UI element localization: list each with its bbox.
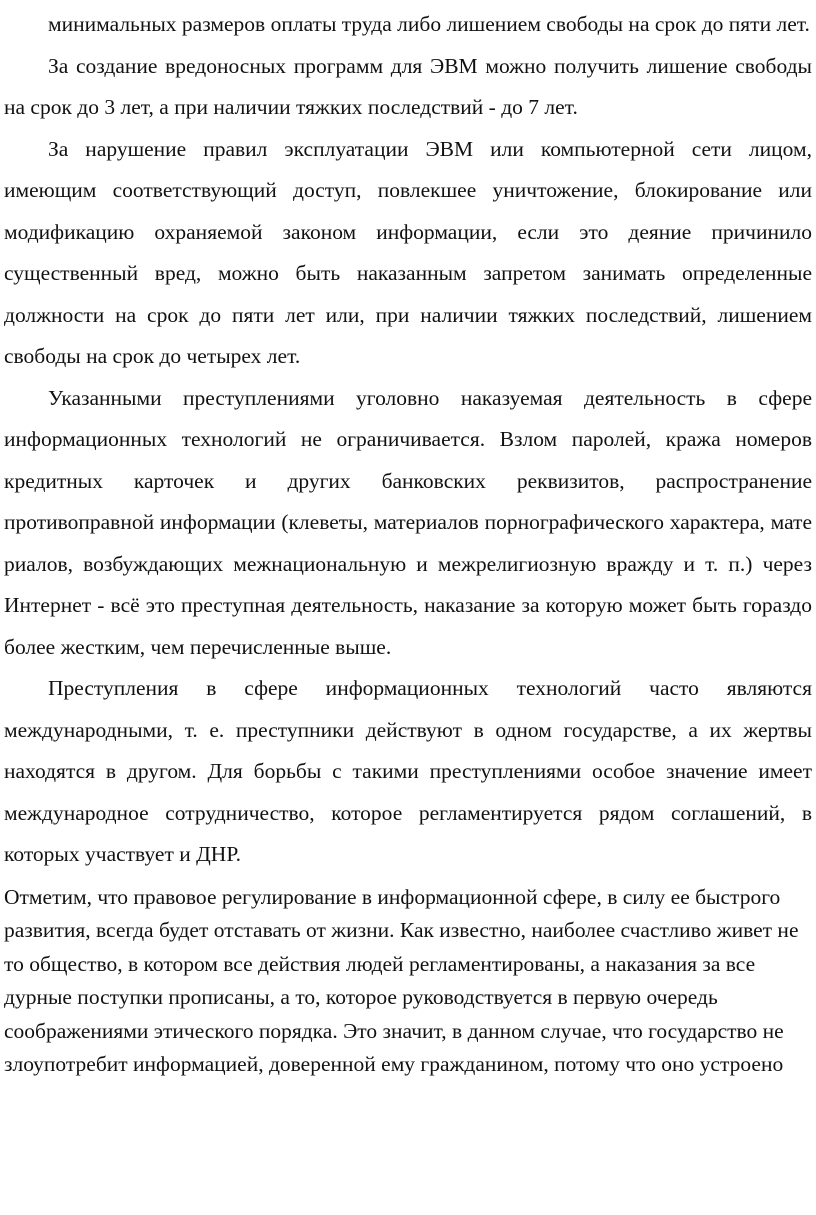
paragraph-6: Отметим, что правовое регулирование в информационной сфере, в силу ее быстрого развития, всегда будет отставать от жизни. Как известно, наиболее счастливо живет не то общество, в котором все действия людей регламентированы, а наказания за все дурные поступки прописаны, а то, которое руководствуется в первую очередь соображениями этического порядка. Это значит, в данном случае, что государство не злоупотребит информацией, доверенной ему гражданином, потому что оно устроено xyxy=(4,884,799,1076)
paragraph-2: За создание вредоносных программ для ЭВМ можно получить лишение свободы на срок до 3 лет, а при наличии тяжких последствий - до 7 лет. xyxy=(4,53,812,119)
paragraph-5: Преступления в сфере информационных технологий часто являются международными, т. е. преступники действуют в одном государстве, а их жертвы находятся в другом. Для борьбы с такими преступлениями особое значение имеет международное сотрудничество, которое регламентируется рядом соглашений, в которых участвует и ДНР. xyxy=(4,676,812,866)
paragraph-4: Указанными преступлениями уголовно наказуемая деятельность в сфере информационных технологий не ограничивается. Взлом паролей, кража номеров кредитных карточек и других банковских реквизитов, распространение противоправной информации (клеветы, материалов порнографического характера, мате риалов, возбуждающих межнациональную и межрелигиозную вражду и т. п.) через Интернет - всё это преступная деятельность, наказание за которую может быть гораздо более жестким, чем перечисленные выше. xyxy=(4,385,812,659)
paragraph-1: минимальных размеров оплаты труда либо лишением свободы на срок до пяти лет. xyxy=(48,12,810,36)
paragraph-3: За нарушение правил эксплуатации ЭВМ или компьютерной сети лицом, имеющим соответствующий доступ, повлекшее уничтожение, блокирование или модификацию охраняемой законом информации, если это деяние причинило существенный вред, можно быть наказанным запретом занимать определенные должности на срок до пяти лет или, при наличии тяжких последствий, лишением свободы на срок до четырех лет. xyxy=(4,136,812,368)
